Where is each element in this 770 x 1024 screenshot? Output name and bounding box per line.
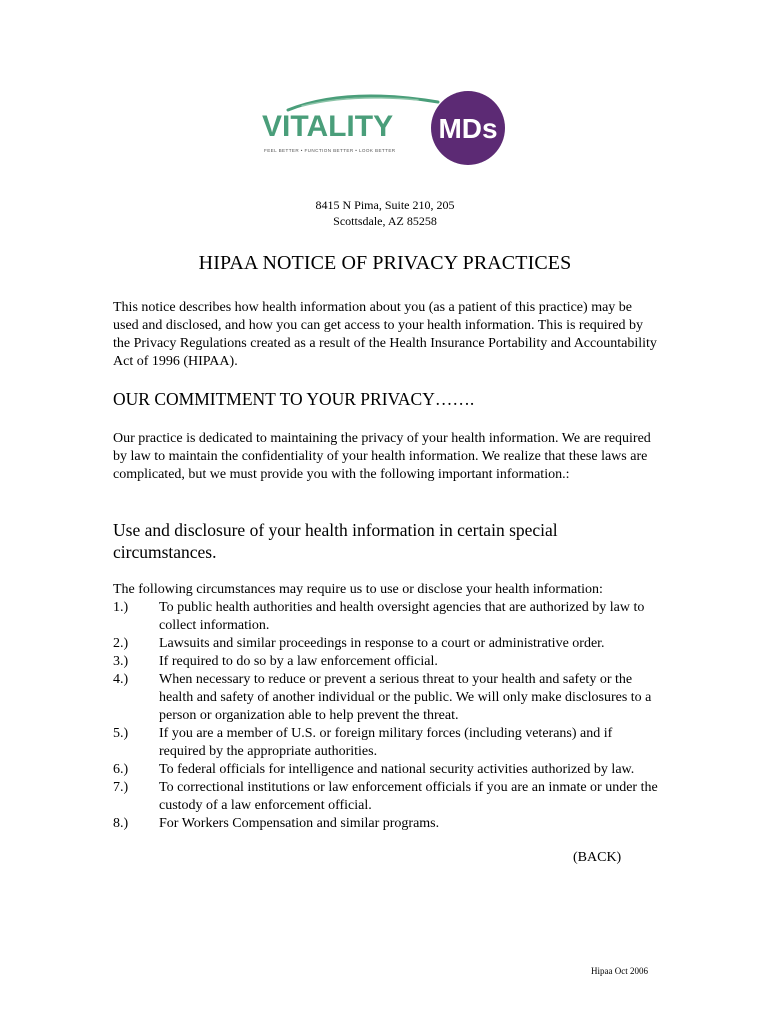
address-line-1: 8415 N Pima, Suite 210, 205: [315, 198, 455, 212]
list-item-number: 1.): [113, 600, 129, 615]
document-title: HIPAA NOTICE OF PRIVACY PRACTICES: [198, 252, 572, 274]
list-item-text: If required to do so by a law enforcement official.: [159, 654, 438, 669]
list-item-number: 7.): [113, 780, 129, 795]
special-circumstances-lead: The following circumstances may require us to use or disclose your health information:: [113, 582, 603, 597]
special-circumstances-heading: Use and disclosure of your health information in certain special circumstances.: [113, 520, 558, 562]
list-item-text: To public health authorities and health oversight agencies that are authorized by law to collect information.: [159, 600, 645, 633]
list-item-number: 4.): [113, 672, 129, 687]
list-item: [113, 671, 658, 725]
commitment-heading: OUR COMMITMENT TO YOUR PRIVACY…….: [113, 389, 475, 409]
list-item-number: 5.): [113, 726, 129, 741]
list-item-text: For Workers Compensation and similar programs.: [159, 816, 440, 831]
list-item-text: When necessary to reduce or prevent a serious threat to your health and safety or the health and safety of another individual or the public. We will only make disclosures to a person or organization able to help prevent the threat.: [159, 672, 652, 723]
list-item-number: 6.): [113, 762, 129, 777]
commitment-paragraph: Our practice is dedicated to maintaining the privacy of your health information. We are required by law to maintain the confidentiality of your health information. We realize that these laws are complicated, but we must provide you with the following important information.:: [113, 431, 651, 482]
list-item-text: Lawsuits and similar proceedings in response to a court or administrative order.: [159, 636, 605, 651]
intro-paragraph: This notice describes how health information about you (as a patient of this practice) may be used and disclosed, and how you can get access to your health information. This is required by the Privacy Regulations created as a result of the Health Insurance Portability and Accountability Act of 1996 (HIPAA).: [113, 300, 657, 369]
list-item-number: 2.): [113, 636, 129, 651]
address-line-2: Scottsdale, AZ 85258: [333, 214, 437, 228]
footer-revision-note: Hipaa Oct 2006: [591, 966, 648, 976]
back-indicator: (BACK): [573, 850, 622, 865]
list-item: [113, 725, 658, 761]
vitality-mds-logo: [258, 90, 518, 166]
logo-wordmark-left: VITALITY: [262, 110, 394, 143]
list-item: [113, 815, 658, 833]
list-item: [113, 653, 658, 671]
logo-wordmark-right: MDs: [438, 113, 498, 144]
list-item: [113, 761, 658, 779]
list-item: [113, 599, 658, 635]
list-item: [113, 635, 658, 653]
list-item-text: To federal officials for intelligence and national security activities authorized by law.: [159, 762, 635, 777]
logo-tagline: FEEL BETTER • FUNCTION BETTER • LOOK BETTER: [264, 148, 396, 153]
list-item-number: 3.): [113, 654, 129, 669]
list-item: [113, 779, 658, 815]
circumstances-list: [113, 599, 658, 833]
list-item-text: To correctional institutions or law enforcement officials if you are an inmate or under the custody of a law enforcement official.: [159, 780, 658, 813]
list-item-number: 8.): [113, 816, 129, 831]
list-item-text: If you are a member of U.S. or foreign military forces (including veterans) and if required by the appropriate authorities.: [159, 726, 613, 759]
